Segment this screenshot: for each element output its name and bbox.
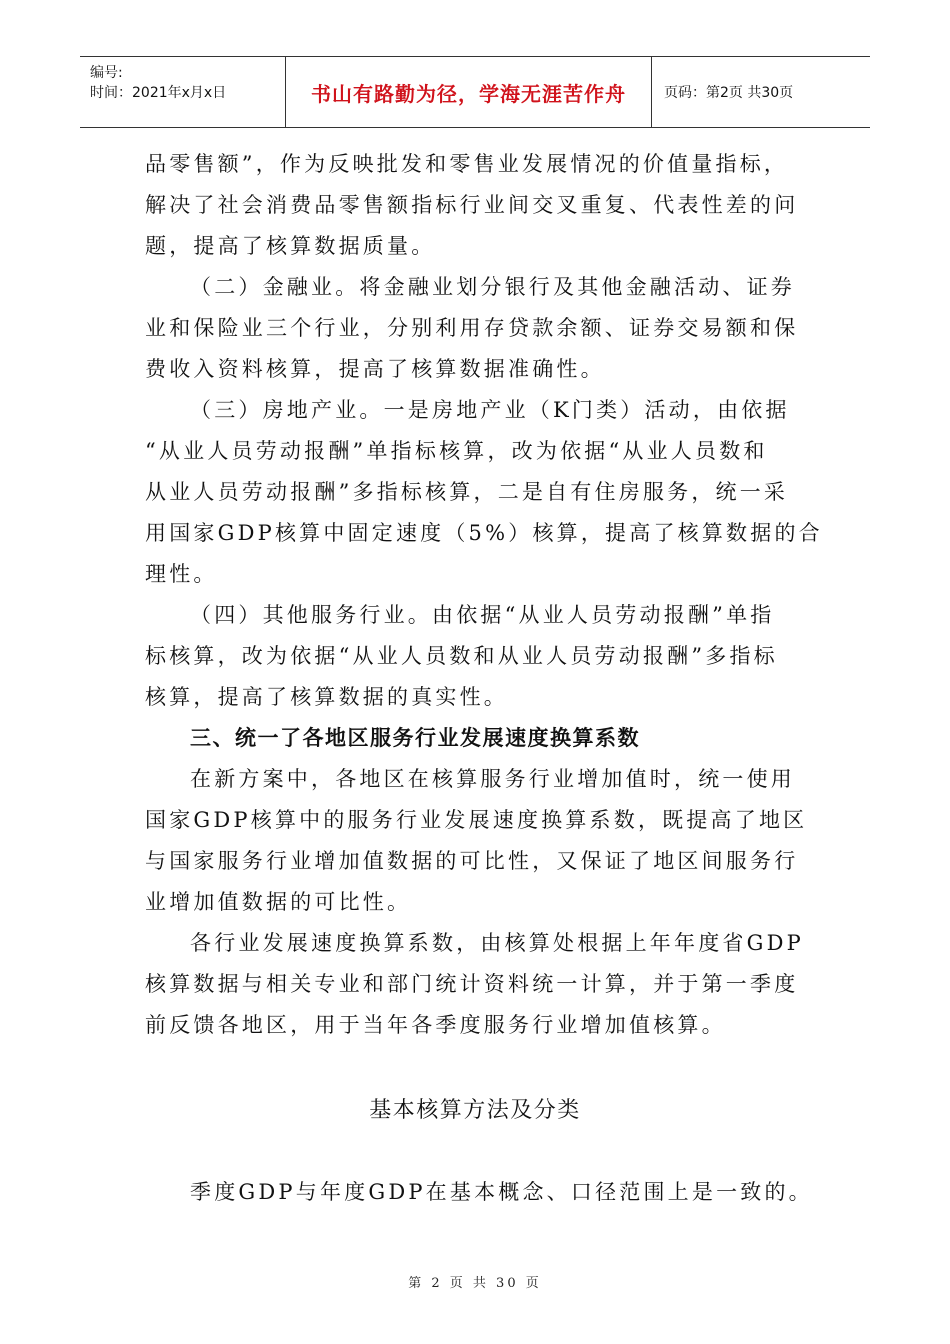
header-meta	[80, 57, 280, 127]
text-line: 费收入资料核算，提高了核算数据准确性。	[145, 357, 605, 381]
text-line: 品零售额”，作为反映批发和零售业发展情况的价值量指标，	[145, 152, 789, 176]
header-motto: 书山有路勤为径，学海无涯苦作舟	[285, 57, 652, 127]
text-line: “从业人员劳动报酬”单指标核算，改为依据“从业人员数和	[145, 439, 768, 463]
text-line: 从业人员劳动报酬”多指标核算，二是自有住房服务，统一采	[145, 480, 789, 504]
text-line: 题，提高了核算数据质量。	[145, 234, 436, 258]
text-line: （二）金融业。将金融业划分银行及其他金融活动、证券	[190, 275, 795, 299]
text-line: 标核算，改为依据“从业人员数和从业人员劳动报酬”多指标	[145, 644, 778, 668]
number-label: 编号:	[90, 65, 123, 81]
text-line: 在新方案中，各地区在核算服务行业增加值时，统一使用	[190, 767, 795, 791]
text-line: 解决了社会消费品零售额指标行业间交叉重复、代表性差的问	[145, 193, 799, 217]
page-header	[80, 56, 870, 128]
text-line: 核算数据与相关专业和部门统计资料统一计算，并于第一季度	[145, 972, 799, 996]
time-label: 时间：2021年x月x日	[90, 85, 227, 101]
text-line: 用国家GDP核算中固定速度（5%）核算，提高了核算数据的合	[145, 521, 823, 545]
header-page-number: 页码：第2页 共30页	[664, 85, 794, 101]
text-line: 各行业发展速度换算系数，由核算处根据上年年度省GDP	[190, 931, 804, 955]
text-line: （三）房地产业。一是房地产业（K门类）活动，由依据	[190, 398, 790, 422]
text-line: （四）其他服务行业。由依据“从业人员劳动报酬”单指	[190, 603, 775, 627]
text-line: 季度GDP与年度GDP在基本概念、口径范围上是一致的。	[190, 1180, 813, 1204]
text-line: 核算，提高了核算数据的真实性。	[145, 685, 508, 709]
section-heading: 三、统一了各地区服务行业发展速度换算系数	[190, 726, 640, 750]
text-line: 业和保险业三个行业，分别利用存贷款余额、证券交易额和保	[145, 316, 799, 340]
text-line: 业增加值数据的可比性。	[145, 890, 412, 914]
text-line: 国家GDP核算中的服务行业发展速度换算系数，既提高了地区	[145, 808, 808, 832]
text-line: 与国家服务行业增加值数据的可比性，又保证了地区间服务行	[145, 849, 799, 873]
text-line: 理性。	[145, 562, 218, 586]
section-title: 基本核算方法及分类	[369, 1098, 581, 1123]
page-footer: 第 2 页 共 30 页	[408, 1276, 542, 1291]
text-line: 前反馈各地区，用于当年各季度服务行业增加值核算。	[145, 1013, 726, 1037]
